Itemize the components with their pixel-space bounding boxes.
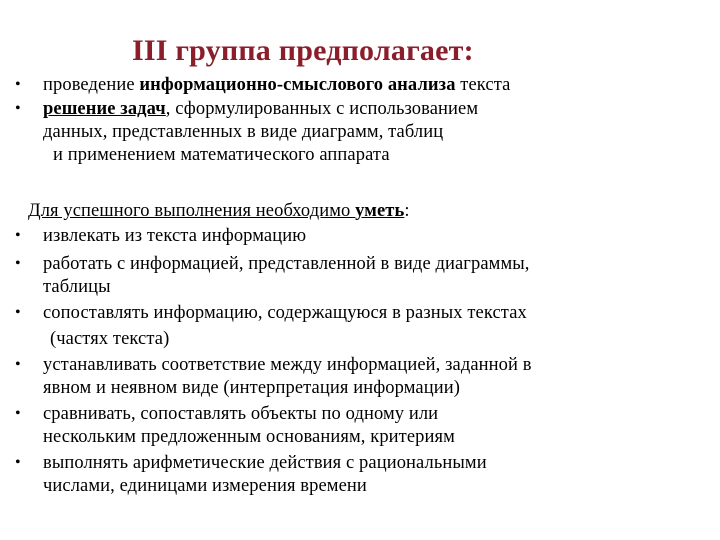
group1-item-1: проведение информационно-смыслового анализа текста	[43, 75, 511, 95]
group2-item-6-cont: числами, единицами измерения времени	[43, 476, 367, 496]
group2-item-5: сравнивать, сопоставлять объекты по одному или	[43, 404, 439, 424]
group2-item-2: работать с информацией, представленной в виде диаграммы,	[43, 254, 530, 274]
group1-item-2-cont-2: и применением математического аппарата	[53, 145, 390, 165]
bullet-icon: •	[15, 356, 21, 373]
group2-item-2-cont: таблицы	[43, 277, 111, 297]
bullet-icon: •	[15, 227, 21, 244]
bullet-icon: •	[15, 255, 21, 272]
bullet-icon: •	[15, 405, 21, 422]
bullet-icon: •	[15, 304, 21, 321]
group2-item-4: устанавливать соответствие между информацией, заданной в	[43, 355, 532, 375]
bullet-icon: •	[15, 100, 21, 117]
group2-item-3-cont: (частях текста)	[50, 329, 170, 349]
bullet-icon: •	[15, 76, 21, 93]
group2-item-3: сопоставлять информацию, содержащуюся в разных текстах	[43, 303, 527, 323]
group1-item-2-cont-1: данных, представленных в виде диаграмм, таблиц	[43, 122, 444, 142]
group2-item-6: выполнять арифметические действия с рациональными	[43, 453, 487, 473]
slide-title: III группа предполагает:	[132, 34, 474, 67]
bullet-icon: •	[15, 454, 21, 471]
group2-item-1: извлекать из текста информацию	[43, 226, 307, 246]
group2-intro: Для успешного выполнения необходимо уметь:	[28, 201, 410, 221]
group2-item-5-cont: нескольким предложенным основаниям, критериям	[43, 427, 455, 447]
group2-item-4-cont: явном и неявном виде (интерпретация информации)	[43, 378, 460, 398]
group1-item-2: решение задач, сформулированных с использованием	[43, 99, 479, 119]
